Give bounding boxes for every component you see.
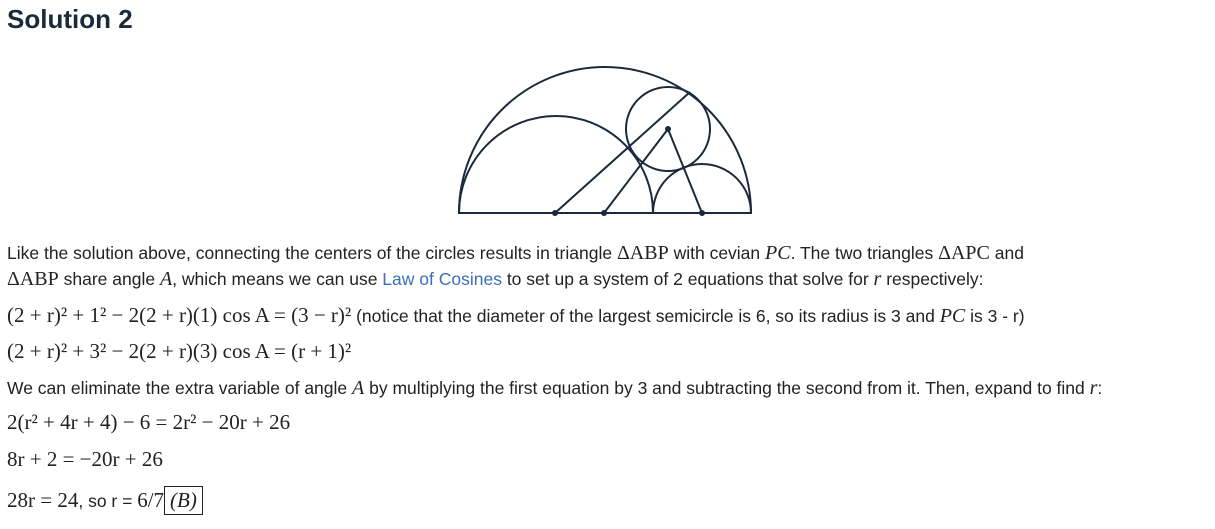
final-value: 6/7 — [137, 488, 165, 512]
segment-a-top — [555, 92, 690, 213]
point-c — [699, 210, 705, 216]
p1-r: r — [873, 268, 882, 290]
point-a — [552, 210, 558, 216]
p2-text-3: : — [1097, 378, 1103, 398]
p1-text-6: , which means we can use — [172, 269, 383, 289]
p1-text-4: and — [989, 243, 1024, 263]
p1-text-3: . The two triangles — [790, 243, 939, 263]
point-b — [601, 210, 607, 216]
p1-text-5: share angle — [58, 269, 160, 289]
equation-1 — [7, 303, 1025, 328]
equation-4: 8r + 2 = −20r + 26 — [7, 447, 163, 471]
p1-text-2: with cevian — [668, 243, 766, 263]
p2-text-1: We can eliminate the extra variable of angle — [7, 378, 353, 398]
large-semicircle — [459, 67, 751, 213]
p1-pc: PC — [765, 242, 791, 264]
law-of-cosines-link[interactable]: Law of Cosines — [382, 269, 502, 289]
eq1-note-2: is 3 - r) — [965, 306, 1025, 326]
p1-text-8: respectively: — [881, 269, 984, 289]
paragraph-1 — [7, 240, 1024, 292]
p2-r: r — [1089, 377, 1098, 399]
solution-heading: Solution 2 — [7, 4, 133, 34]
final-answer-line — [7, 488, 203, 513]
p1-triangle-apc: ΔAPC — [938, 242, 990, 264]
p1-triangle-abp-2: ΔABP — [7, 268, 59, 290]
final-math: 28r = 24 — [7, 488, 79, 512]
p2-text-2: by multiplying the first equation by 3 and subtracting the second from it. Then, expand to find — [364, 378, 1090, 398]
final-text: , so r = — [78, 491, 138, 511]
paragraph-2 — [7, 375, 1102, 401]
equation-3: 2(r² + 4r + 4) − 6 = 2r² − 20r + 26 — [7, 410, 291, 434]
boxed-answer: (B) — [164, 486, 203, 515]
eq1-math: (2 + r)² + 1² − 2(2 + r)(1) cos A = (3 − r)² — [7, 303, 352, 327]
eq1-pc: PC — [939, 305, 966, 327]
p1-triangle-abp: ΔABP — [616, 242, 669, 264]
left-semicircle — [459, 116, 653, 213]
p1-text-7: to set up a system of 2 equations that solve for — [501, 269, 874, 289]
equation-2: (2 + r)² + 3² − 2(2 + r)(3) cos A = (r + 1)² — [7, 339, 352, 363]
semicircles-figure — [458, 62, 758, 220]
p2-angle-a: A — [352, 377, 365, 399]
eq1-note-1: (notice that the diameter of the largest semicircle is 6, so its radius is 3 and — [351, 306, 940, 326]
point-p — [665, 126, 671, 132]
p1-angle-a: A — [159, 268, 173, 290]
p1-text-1: Like the solution above, connecting the centers of the circles results in triangle — [7, 243, 617, 263]
